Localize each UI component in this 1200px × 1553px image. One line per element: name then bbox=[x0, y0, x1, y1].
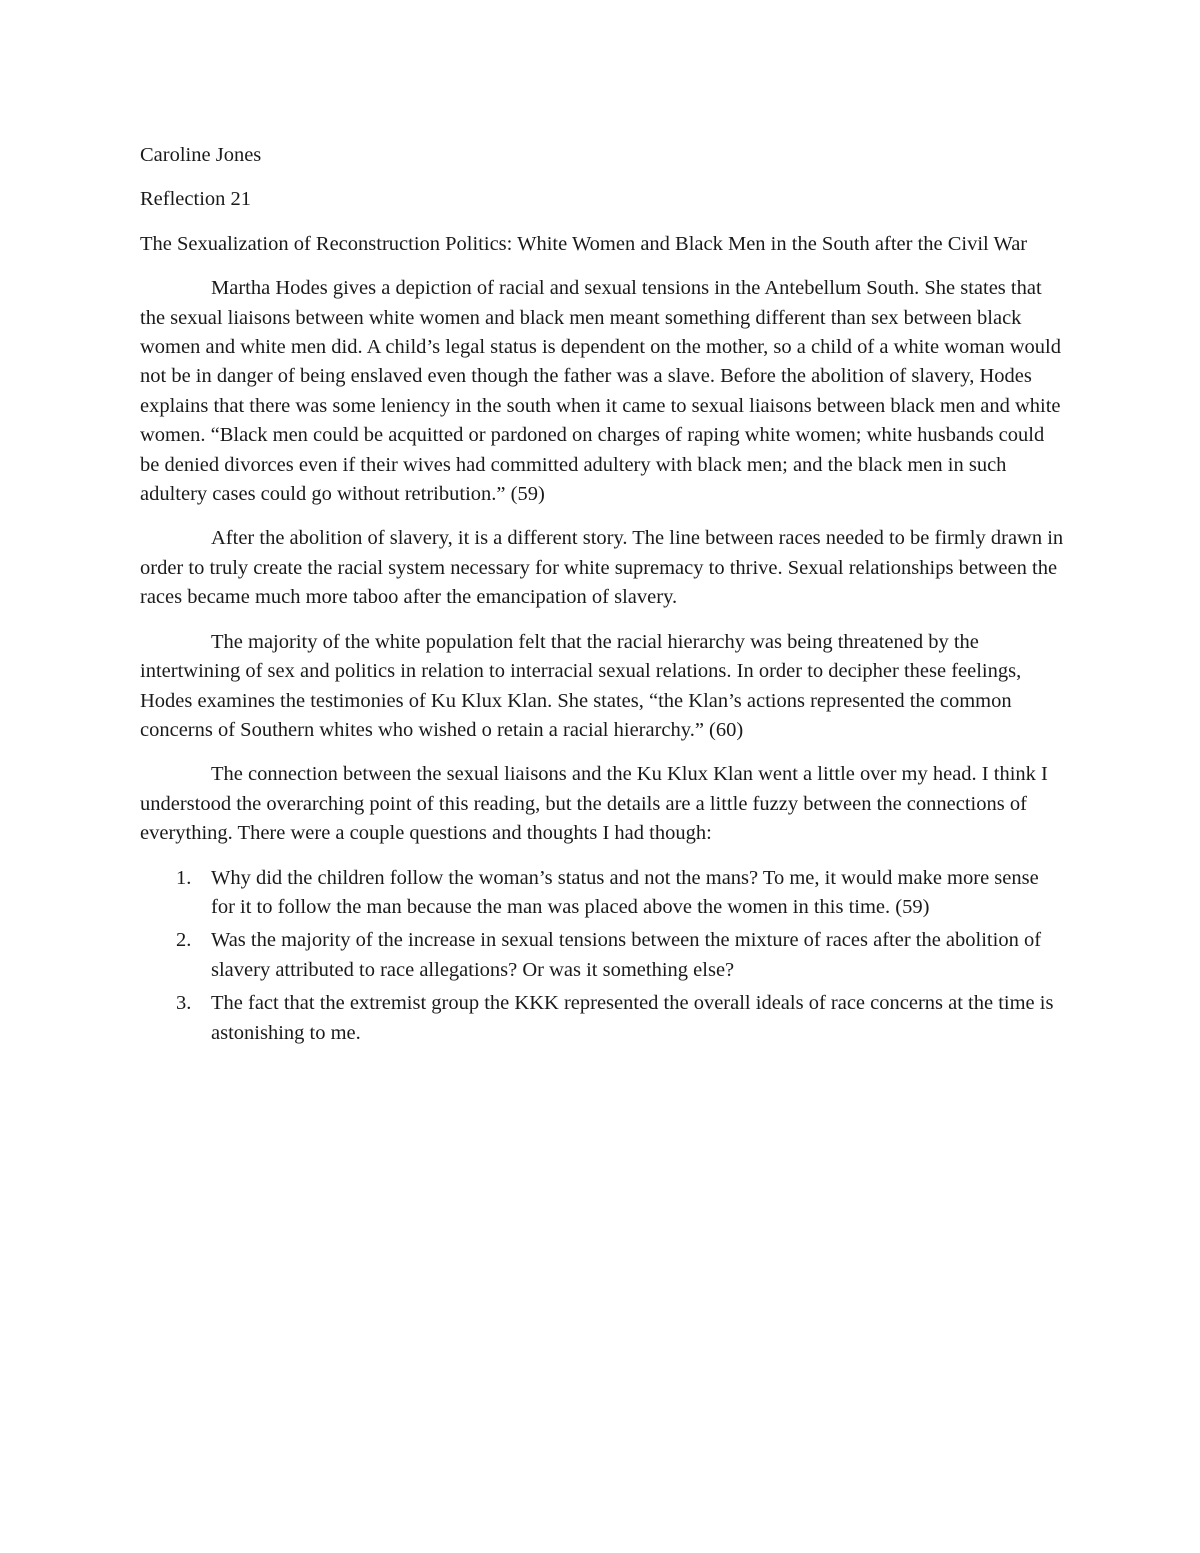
list-item-text: The fact that the extremist group the KKK represented the overall ideals of race concerns at the time is astonishing to me. bbox=[211, 992, 1054, 1044]
list-item-number: 3. bbox=[176, 992, 192, 1015]
paragraph-1: Martha Hodes gives a depiction of racial and sexual tensions in the Antebellum South. She states that the sexual liaisons between white women and black men meant something different than sex between black women and white men did. A child’s legal status is dependent on the mother, so a child of a white woman would not be in danger of being enslaved even though the father was a slave. Before the abolition of slavery, Hodes explains that there was some leniency in the south when it came to sexual liaisons between black men and white women. “Black men could be acquitted or pardoned on charges of raping white women; white husbands could be denied divorces even if their wives had committed adultery with black men; and the black men in such adultery cases could go without retribution.” (59) bbox=[140, 277, 1061, 506]
list-item bbox=[140, 926, 1065, 985]
document-page bbox=[140, 141, 1065, 1052]
paragraph-4: The connection between the sexual liaisons and the Ku Klux Klan went a little over my head. I think I understood the overarching point of this reading, but the details are a little fuzzy between the connections of everything. There were a couple questions and thoughts I had though: bbox=[140, 763, 1048, 845]
list-item-number: 2. bbox=[176, 929, 192, 952]
assignment-label: Reflection 21 bbox=[140, 188, 252, 211]
author-name: Caroline Jones bbox=[140, 144, 262, 166]
paragraph-2: After the abolition of slavery, it is a different story. The line between races needed to be firmly drawn in order to truly create the racial system necessary for white supremacy to thrive. Sexual relationships between the races became much more taboo after the emancipation of slavery. bbox=[140, 527, 1064, 609]
list-item-text: Was the majority of the increase in sexual tensions between the mixture of races after the abolition of slavery attributed to race allegations? Or was it something else? bbox=[211, 929, 1042, 981]
paragraph-3: The majority of the white population felt that the racial hierarchy was being threatened by the intertwining of sex and politics in relation to interracial sexual relations. In order to decipher these feelings, Hodes examines the testimonies of Ku Klux Klan. She states, “the Klan’s actions represented the common concerns of Southern whites who wished o retain a racial hierarchy.” (60) bbox=[140, 630, 1022, 741]
list-item bbox=[140, 864, 1065, 923]
list-item-number: 1. bbox=[176, 866, 192, 889]
questions-list bbox=[140, 864, 1065, 1048]
document-title: The Sexualization of Reconstruction Politics: White Women and Black Men in the South after the Civil War bbox=[140, 232, 1028, 255]
list-item-text: Why did the children follow the woman’s status and not the mans? To me, it would make more sense for it to follow the man because the man was placed above the women in this time. (59) bbox=[211, 866, 1039, 918]
list-item bbox=[140, 989, 1065, 1048]
